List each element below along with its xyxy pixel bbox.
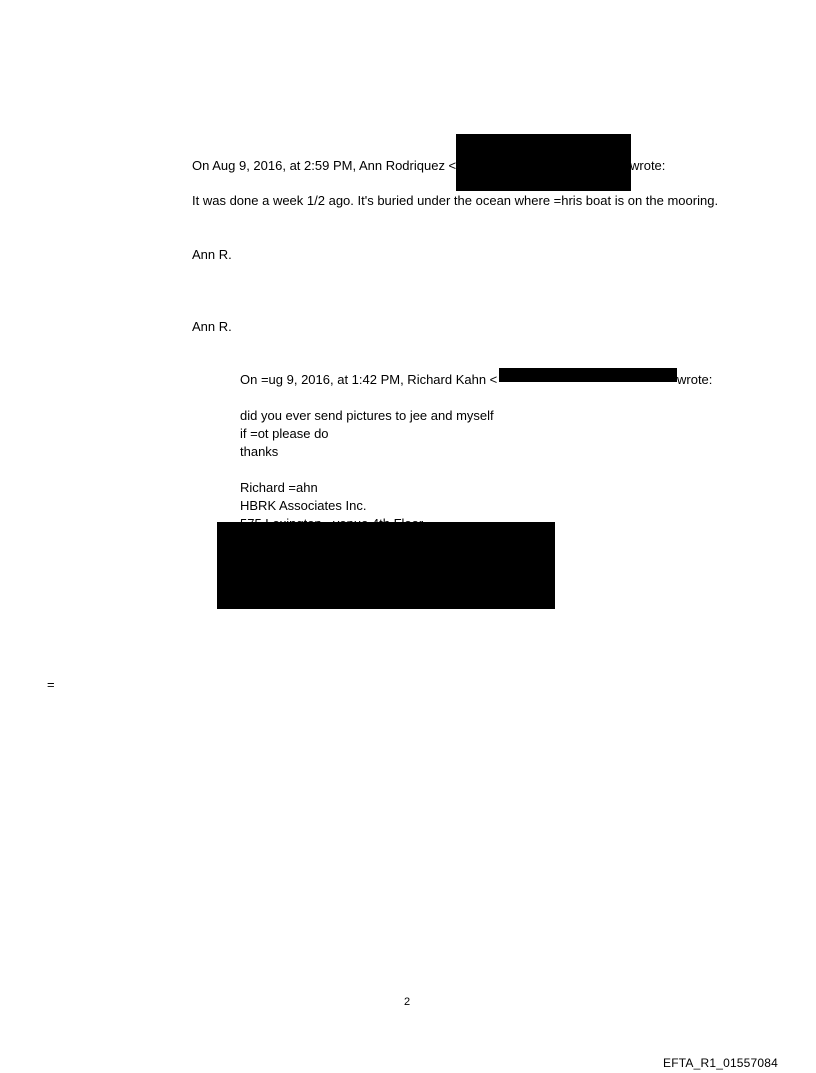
email-body-line: It was done a week 1/2 ago. It's buried under the ocean where =hris boat is on the mooring.: [192, 193, 719, 208]
quoted-signature-name: Richard =ahn: [240, 480, 318, 495]
quoted-signature-address-partial: [240, 515, 500, 522]
email-header-ann: [192, 157, 456, 174]
redaction-box: [499, 368, 677, 382]
quoted-email-header-suffix: wrote:: [677, 372, 713, 387]
page-number: 2: [404, 996, 411, 1008]
quoted-email-body-line: thanks: [240, 444, 279, 459]
quoted-email-body-line: if =ot please do: [240, 426, 329, 441]
redaction-box: [217, 522, 555, 609]
bates-number: EFTA_R1_01557084: [663, 1056, 779, 1070]
redaction-box: [456, 134, 631, 191]
email-header-prefix: On Aug 9, 2016, at 2:59 PM, Ann Rodriquez <: [192, 158, 457, 173]
quoted-email-header-prefix: On =ug 9, 2016, at 1:42 PM, Richard Kahn <: [240, 372, 498, 387]
stray-equals-char: =: [47, 677, 55, 692]
quoted-signature-company: HBRK Associates Inc.: [240, 498, 367, 513]
email-header-suffix: wrote:: [630, 158, 666, 173]
quoted-email-header-richard: [240, 371, 497, 388]
quoted-email-body-line: did you ever send pictures to jee and myself: [240, 408, 494, 423]
email-signature: Ann R.: [192, 319, 232, 334]
email-signature: Ann R.: [192, 247, 232, 262]
